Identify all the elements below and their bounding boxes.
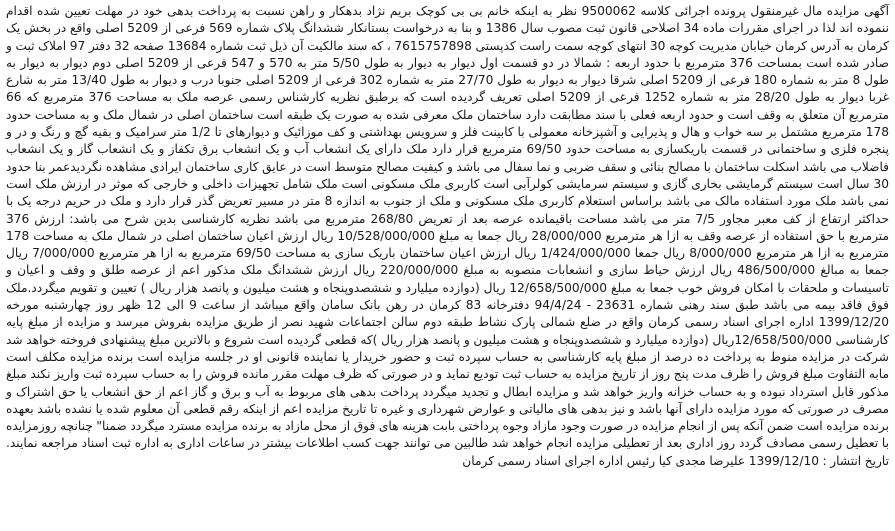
auction-notice-text: آگهی مزایده مال غیرمنقول پرونده اجرائی کلاسه 9500062 نظر به اینکه خانم بی بی کوچک بریم نژاد بدهکار و راهن نسبت به پرداخت بدهی خود در مهلت تعیین شده اقدام ننموده اند لذا در اجرای مقررات ماده 34 اصلاحی قانون ثبت مصوب سال 1386 و بنا به درخواست بستانکار ششدانگ پلاک شماره 569 فرعی از 5209 اصلی واقع در بخش یک کرمان به آدرس کرمان خیابان مدیریت کوچه 30 انتهای کوچه سمت راست کدپستی 7615757898 ، که سند مالکیت آن ذیل ثبت شماره 13684 صفحه 32 دفتر 97 املاک ثبت و صادر شده است بمساحت 376 مترمربع با حدود اربعه : شمالا در دو قسمت اول دیوار به دیوار به طول 5/50 متر به 570 و 547 فرعی از 5209 اصلی دوم دیوار به دیوار به طول 8 متر به شماره 180 فرعی از 5209 اصلی شرقا دیوار به دیوار به طول 27/70 متر به شماره 302 فرعی از 5209 اصلی جنوبا درب و دیوار به طول 13/40 متر به شارع غربا دیوار به طول 28/20 متر به شماره 1252 فرعی از 5209 اصلی تعریف گردیده است که برطبق نظریه کارشناس رسمی عرصه ملک به مساحت 376 مترمربع که 66 مترمربع آن متعلق به وقف است و حدود اربعه فعلی با سند مطابقت دارد ساختمان ملک معرفی شده به صورت یک طبقه است ساختمان اصلی در شمال ملک و به مساحت حدود 178 مترمربع مشتمل بر سه خواب و هال و پذیرایی و آشپزخانه معمولی با کابینت فلز و سرویس بهداشتی و کف موزائیک و دیوارهای تا 1/2 متر سرامیک و بقیه گچ و رنگ و در و پنجره فلزی و ساختمانی در قسمت باریکسازی به مساحت حدود 69/50 مترمربع قرار دارد ملک دارای یک انشعاب آب و یک انشعاب برق تکفاز و یک انشعاب گاز و یک انشعاب فاضلاب می باشد اسکلت ساختمان با مصالح بنائی و سقف ضربی و نما سفال می باشد و کیفیت مصالح متوسط است در عایق کاری ساختمان ایرادی مشاهده نگردیدعمر بنا حدود 30 سال است سیستم گرمایشی بخاری گازی و سیستم سرمایشی کولرآبی است کاربری ملک مسکونی است ملک شامل تجهیزات داخلی و خارجی که موثر در ارزش ملک است نمی باشد ملک مورد استفاده مالک می باشد براساس استعلام کاربری ملک مسکونی و ملک از جنوب به اندازه 8 متر در مسیر تعریض گذر قرار دارد و ملک در حریم درجه یک با حداکثر ارتفاع از کف معبر مجاور 7/5 متر می باشد مساحت باقیمانده عرصه بعد از تعریض 268/80 مترمربع می باشد نظریه کارشناسی بدین شرح می باشد: ارزش 376 مترمربع با حق استفاده از عرصه وقف به ازا هر مترمربع 28/000/000 ریال جمعا به مبلغ 10/528/000/000 ریال ارزش اعیان ساختمان اصلی در شمال ملک به مساحت 178 مترمربع به ازا هر مترمربع 8/000/000 ریال جمعا 1/424/000/000 ریال ارزش اعیان ساختمان باریک سازی به مساحت 69/50 مترمربع به ازا هر مترمربع 7/000/000 ریال جمعا به مبالغ 486/500/000 ریال ارزش حیاط سازی و انشعابات منصوبه به مبلغ 220/000/000 ریال ارزش ششدانگ ملک مذکور اعم از عرصه طلق و وقف و اعیان و تاسیسات و ملحقات با امکان فروش خوب جمعا به مبلغ 12/658/500/000 ریال (دوازده میلیارد و ششصدوپنجاه و هشت میلیون و پانصد هزار ریال ) تعیین و تقویم میگردد.ملک فوق فاقد بیمه می باشد طبق سند رهنی شماره 23631 - 94/4/24 دفترخانه 83 کرمان در رهن بانک سامان واقع میباشد از ساعت 9 الی 12 ظهر روز چهارشنبه مورخه 1399/12/20 اداره اجرای اسناد رسمی کرمان واقع در ضلع شمالی پارک نشاط طبقه دوم سالن اجتماعات شهید نصر از طریق مزایده بفروش میرسد و مزایده از مبلغ پایه کارشناسی 12/658/500/000ریال (دوازده میلیارد و ششصدوپنجاه و هشت میلیون و پانصد هزار ریال )که قطعی گردیده است شروع و بالاترین مبلغ پیشنهادی فروخته خواهد شد شرکت در مزایده منوط به پرداخت ده درصد از مبلغ پایه کارشناسی به حساب سپرده ثبت و حضور خریدار یا نماینده قانونی او در جلسه مزایده است برنده مزایده مکلف است مابه التفاوت مبلغ فروش را ظرف مدت پنج روز از تاریخ مزایده به حساب ثبت تودیع نماید و در صورتی که ظرف مهلت مقرر مانده فروش را به حساب سپرده ثبت واریز نکند مبلغ مذکور قابل استرداد نبوده و به حساب خزانه واریز خواهد شد و مزایده ابطال و تجدید میگردد پرداخت بدهی های مربوط به آب و برق و گاز اعم از حق انشعاب یا حق اشتراک و مصرف در صورتی که مورد مزایده دارای آنها باشد و نیز بدهی های مالیاتی و عوارض شهرداری و غیره تا تاریخ مزایده اعم از اینکه رقم قطعی آن معلوم شده یا نشده باشد بعهده برنده مزایده است ضمن آنکه پس از انجام مزایده در صورت وجود مازاد وجوه پرداختی بابت هزینه های فوق از محل مازاد به برنده مزایده مسترد میگردد ضمنا" چنانچه روزمزایده با تعطیل رسمی مصادف گردد روز اداری بعد از تعطیلی مزایده انجام خواهد شد طالبین می توانند جهت کسب اطلاعات بیشتر در ساعات اداری به اداره ثبت اسناد مراجعه نمایند. تاریخ انتشار : 1399/12/10 علیرضا مجدی کیا رئیس اداره اجرای اسناد رسمی کرمان (6, 4, 890, 468)
